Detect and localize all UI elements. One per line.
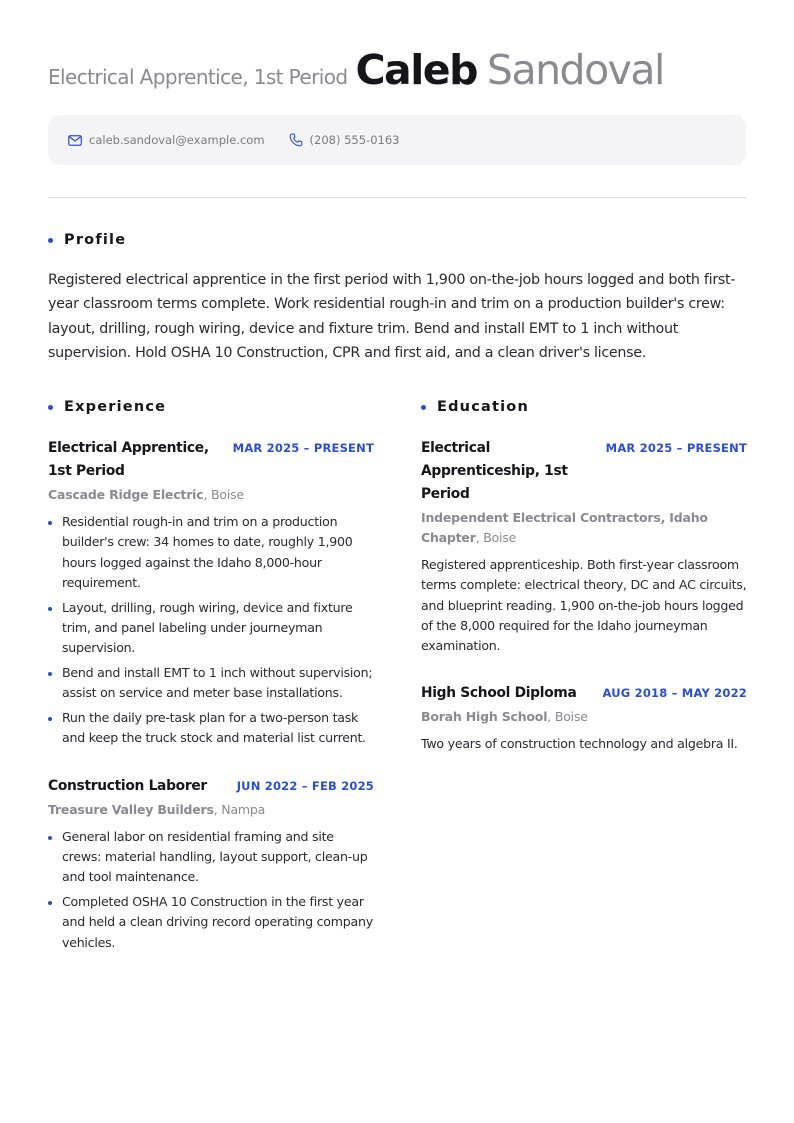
job-title: Electrical Apprentice, 1st Period (48, 65, 348, 89)
name-line (48, 46, 748, 94)
first-name: Caleb (355, 46, 477, 94)
entry-organization (48, 800, 374, 820)
entry-title: High School Diploma (421, 685, 577, 702)
profile-heading (48, 232, 126, 248)
list-item: General labor on residential framing and site crews: material handling, layout support, clean-up and tool maintenance. (48, 827, 374, 888)
list-item: Layout, drilling, rough wiring, device and fixture trim, and panel labeling under journeyman supervision. (48, 598, 374, 659)
entry-date: AUG 2018 – MAY 2022 (602, 686, 747, 701)
contact-bar (48, 115, 746, 165)
experience-section (48, 399, 374, 979)
entry-title: Electrical Apprentice, 1st Period (48, 440, 209, 479)
entry-date: MAR 2025 – PRESENT (232, 441, 374, 455)
entry-title: Electrical Apprenticeship, 1st Period (421, 440, 568, 502)
org-location: , Boise (547, 709, 588, 725)
last-name: Sandoval (486, 46, 664, 94)
entry-organization (48, 485, 374, 505)
contact-phone[interactable] (289, 133, 400, 147)
phone-text: (208) 555-0163 (309, 133, 400, 147)
bullet-dot-icon (421, 405, 426, 410)
education-heading-text: Education (437, 399, 529, 415)
resume-header (48, 46, 748, 94)
education-section (421, 399, 747, 781)
profile-heading-text: Profile (64, 232, 127, 248)
experience-heading (48, 399, 374, 415)
header-divider (48, 197, 746, 198)
entry-date: MAR 2025 – PRESENT (605, 441, 747, 455)
entry-organization (421, 508, 747, 548)
entry-bullets (48, 512, 374, 749)
bullet-dot-icon (48, 405, 53, 410)
education-entry (421, 437, 747, 656)
list-item: Residential rough-in and trim on a production builder's crew: 34 homes to date, roughly 1,900 hours logged against the Idaho 8,000-hour requirement. (48, 512, 374, 593)
org-location: , Boise (203, 487, 244, 502)
entry-description: Two years of construction technology and algebra II. (421, 736, 738, 752)
contact-email[interactable] (68, 133, 265, 147)
org-name: Borah High School (421, 709, 548, 725)
list-item: Completed OSHA 10 Construction in the first year and held a clean driving record operating company vehicles. (48, 892, 374, 953)
education-entry (421, 682, 747, 754)
entry-date: JUN 2022 – FEB 2025 (236, 778, 374, 793)
list-item: Run the daily pre-task plan for a two-person task and keep the truck stock and material list current. (48, 708, 374, 749)
experience-heading-text: Experience (64, 399, 167, 415)
email-text: caleb.sandoval@example.com (89, 133, 265, 147)
entry-organization (421, 707, 747, 727)
entry-title: Construction Laborer (48, 777, 207, 794)
entry-bullets (48, 827, 374, 953)
org-location: , Boise (475, 530, 517, 545)
list-item: Bend and install EMT to 1 inch without supervision; assist on service and meter base installations. (48, 663, 374, 704)
experience-entry (48, 437, 374, 749)
education-heading (421, 399, 747, 415)
profile-text: Registered electrical apprentice in the first period with 1,900 on-the-job hours logged and both first-year classroom terms complete. Work residential rough-in and trim on a production builder's crew: layout, drilling, rough wiring, device and fixture trim. Bend and install EMT to 1 inch without supervision. Hold OSHA 10 Construction, CPR and first aid, and a clean driver's license. (48, 272, 736, 361)
org-name: Independent Electrical Contractors, Idaho Chapter (421, 510, 708, 545)
bullet-dot-icon (48, 238, 53, 243)
org-location: , Nampa (213, 801, 266, 817)
phone-icon (289, 133, 303, 147)
entry-description: Registered apprenticeship. Both first-year classroom terms complete: electrical theory, DC and AC circuits, and blueprint reading. 1,900 on-the-job hours logged of the 8,000 required for the Idaho journeyman examination. (421, 557, 747, 654)
mail-icon (68, 135, 82, 146)
experience-entry (48, 775, 374, 953)
org-name: Cascade Ridge Electric (48, 487, 204, 502)
org-name: Treasure Valley Builders (48, 801, 214, 817)
